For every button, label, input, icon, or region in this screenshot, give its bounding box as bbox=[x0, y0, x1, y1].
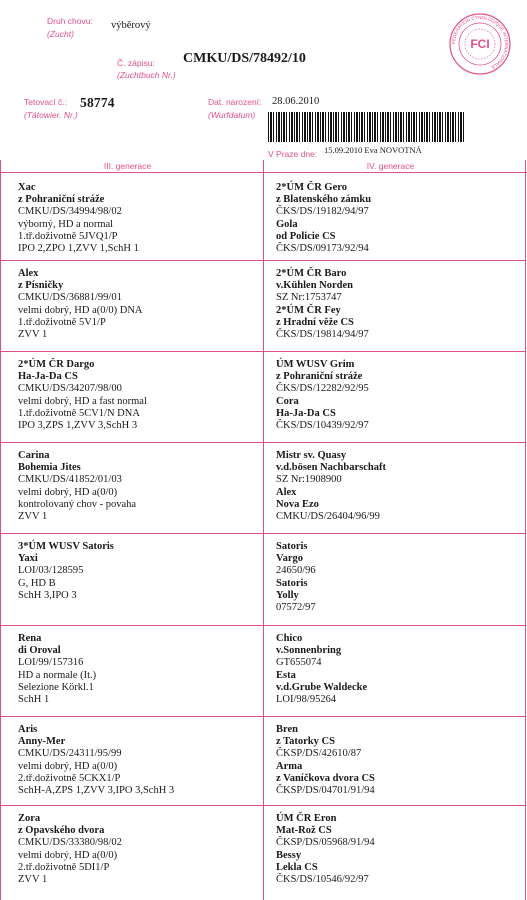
dog-detail: velmi dobrý, HD a(0/0) bbox=[18, 760, 118, 772]
row-divider bbox=[0, 716, 526, 717]
dog-name: 2*ÚM ČR Dargo bbox=[18, 359, 95, 370]
pedigree-cell-left bbox=[18, 541, 114, 602]
dog-detail: v.Sonnenbring bbox=[276, 645, 342, 657]
dog-detail: Esta bbox=[276, 669, 296, 681]
dog-detail: velmi dobrý, HD a fast normal bbox=[18, 395, 147, 407]
pedigree-cell-right bbox=[276, 450, 386, 523]
dog-name: Mistr sv. Quasy bbox=[276, 450, 347, 461]
svg-text:FEDERATION CYNOLOGIQUE INTERNA: FEDERATION CYNOLOGIQUE INTERNATIONALE bbox=[450, 14, 510, 71]
dog-detail: G, HD B bbox=[18, 577, 56, 589]
dog-detail: z Hradní věže CS bbox=[276, 316, 354, 328]
pedigree-cell-right bbox=[276, 541, 316, 614]
dog-detail: z Tatorky CS bbox=[276, 736, 335, 748]
registry-number-label: Č. zápisu: bbox=[117, 58, 155, 68]
dog-detail: Gola bbox=[276, 218, 298, 230]
dog-detail: 24650/96 bbox=[276, 565, 316, 577]
dog-detail: z Pohraniční stráže bbox=[276, 371, 363, 383]
dog-detail: SZ Nr:1753747 bbox=[276, 292, 342, 304]
dog-detail: CMKU/DS/34207/98/00 bbox=[18, 383, 122, 395]
dog-name: Bren bbox=[276, 724, 298, 735]
dog-detail: z Blatenského zámku bbox=[276, 194, 372, 206]
dog-detail: 2*ÚM ČR Fey bbox=[276, 304, 341, 316]
dog-detail: Lekla CS bbox=[276, 861, 318, 873]
dog-detail: Ha-Ja-Da CS bbox=[276, 407, 336, 419]
dog-detail: Anny-Mer bbox=[18, 736, 66, 748]
dog-detail: Yolly bbox=[276, 589, 299, 601]
dog-detail: SchH 1 bbox=[18, 694, 50, 706]
dog-detail: CMKU/DS/24311/95/99 bbox=[18, 748, 122, 760]
dog-detail: Bohemia Jites bbox=[18, 462, 81, 474]
tattoo-number-value: 58774 bbox=[80, 95, 115, 110]
dog-detail: v.d.bösen Nachbarschaft bbox=[276, 462, 386, 474]
row-divider bbox=[0, 533, 526, 534]
dog-name: 3*ÚM WUSV Satoris bbox=[18, 541, 114, 552]
dog-name: Carina bbox=[18, 450, 50, 461]
row-divider bbox=[0, 442, 526, 443]
barcode bbox=[268, 112, 464, 142]
issue-place-label: V Praze dne: bbox=[268, 149, 318, 159]
issue-date-signature: 15.09.2010 Eva NOVOTNÁ bbox=[324, 145, 422, 155]
dog-detail: CMKU/DS/41852/01/03 bbox=[18, 474, 122, 486]
row-divider bbox=[0, 625, 526, 626]
dog-detail: ZVV 1 bbox=[18, 874, 48, 886]
dog-name: Xac bbox=[18, 182, 36, 193]
dog-detail: IPO 3,ZPS 1,ZVV 3,SchH 3 bbox=[18, 420, 138, 432]
tattoo-number-label: Tetovací č.: bbox=[24, 97, 67, 107]
breeding-type-label: Druh chovu: bbox=[47, 16, 93, 26]
dog-name: Satoris bbox=[276, 541, 308, 552]
dog-detail: od Policie CS bbox=[276, 230, 336, 242]
pedigree-cell-right bbox=[276, 813, 375, 886]
row-divider bbox=[0, 260, 526, 261]
dog-detail: CMKU/DS/33380/98/02 bbox=[18, 837, 122, 849]
pedigree-cell-left bbox=[18, 633, 96, 706]
grid-divider-center bbox=[263, 160, 264, 900]
pedigree-cell-left bbox=[18, 182, 139, 255]
dog-detail: ČKS/DS/10439/92/97 bbox=[276, 420, 369, 432]
dog-detail: ZVV 1 bbox=[18, 329, 48, 341]
dog-detail: SchH 3,IPO 3 bbox=[18, 589, 77, 601]
dog-detail: z Vaníčkova dvora CS bbox=[276, 772, 375, 784]
dog-detail: 2.tř.doživotně 5DI1/P bbox=[18, 861, 110, 873]
dog-detail: SchH-A,ZPS 1,ZVV 3,IPO 3,SchH 3 bbox=[18, 785, 175, 797]
pedigree-cell-left bbox=[18, 813, 122, 886]
pedigree-cell-right bbox=[276, 359, 369, 432]
dog-name: Chico bbox=[276, 633, 303, 644]
dog-detail: z Písničky bbox=[18, 280, 64, 292]
birth-date-label-de: (Wurfdatum) bbox=[208, 110, 256, 120]
pedigree-cell-right bbox=[276, 633, 367, 706]
pedigree-cell-left bbox=[18, 359, 147, 432]
pedigree-cell-right bbox=[276, 724, 375, 797]
dog-detail: CMKU/DS/26404/96/99 bbox=[276, 511, 380, 523]
pedigree-cell-left bbox=[18, 450, 136, 523]
breeding-type-value: výběrový bbox=[111, 20, 151, 31]
dog-detail: ČKSP/DS/42610/87 bbox=[276, 748, 362, 760]
dog-name: ÚM ČR Eron bbox=[276, 813, 337, 824]
dog-detail: 1.tř.doživotně 5JVQ1/P bbox=[18, 230, 118, 242]
dog-detail: kontrolovaný chov - povaha bbox=[18, 498, 137, 510]
dog-detail: Mat-Rož CS bbox=[276, 825, 332, 837]
pedigree-cell-left bbox=[18, 268, 143, 341]
dog-detail: SZ Nr:1908900 bbox=[276, 474, 342, 486]
pedigree-cell-right bbox=[276, 268, 369, 341]
dog-detail: ČKS/DS/09173/92/94 bbox=[276, 243, 369, 255]
dog-detail: ČKS/DS/19182/94/97 bbox=[276, 206, 369, 218]
dog-name: Zora bbox=[18, 813, 41, 824]
dog-detail: Cora bbox=[276, 395, 299, 407]
pedigree-cell-left bbox=[18, 724, 174, 797]
grid-border-left bbox=[0, 160, 1, 900]
dog-detail: velmi dobrý, HD a(0/0) bbox=[18, 486, 118, 498]
dog-detail: Alex bbox=[276, 486, 297, 498]
dog-detail: di Oroval bbox=[18, 645, 61, 657]
dog-name: ÚM WUSV Grim bbox=[276, 359, 355, 370]
registry-number-value: CMKU/DS/78492/10 bbox=[183, 51, 306, 66]
dog-name: 2*ÚM ČR Baro bbox=[276, 268, 347, 279]
dog-detail: z Pohraniční stráže bbox=[18, 194, 105, 206]
dog-detail: výborný, HD a normal bbox=[18, 218, 114, 230]
row-divider bbox=[0, 351, 526, 352]
birth-date-value: 28.06.2010 bbox=[272, 96, 320, 107]
dog-detail: Bessy bbox=[276, 849, 302, 861]
dog-detail: Arma bbox=[276, 760, 303, 772]
dog-name: Aris bbox=[18, 724, 38, 735]
registry-number-label-de: (Zuchtbuch Nr.) bbox=[117, 70, 176, 80]
birth-date-label: Dat. narození: bbox=[208, 97, 262, 107]
dog-detail: velmi dobrý, HD a(0/0) bbox=[18, 849, 118, 861]
dog-detail: ZVV 1 bbox=[18, 511, 48, 523]
dog-detail: Nova Ezo bbox=[276, 498, 319, 510]
dog-detail: LOI/98/95264 bbox=[276, 694, 337, 706]
dog-detail: ČKS/DS/12282/92/95 bbox=[276, 383, 369, 395]
dog-detail: LOI/03/128595 bbox=[18, 565, 84, 577]
dog-detail: GT655074 bbox=[276, 657, 322, 669]
dog-detail: ČKS/DS/10546/92/97 bbox=[276, 874, 369, 886]
generation-3-label: III. generace bbox=[103, 161, 152, 171]
svg-text:FCI: FCI bbox=[470, 37, 490, 51]
dog-detail: 1.tř.doživotně 5V1/P bbox=[18, 316, 106, 328]
pedigree-table bbox=[0, 160, 527, 900]
dog-detail: ČKSP/DS/05968/91/94 bbox=[276, 837, 375, 849]
dog-name: 2*ÚM ČR Gero bbox=[276, 182, 347, 193]
pedigree-cell-right bbox=[276, 182, 371, 255]
generation-4-label: IV. generace bbox=[366, 161, 415, 171]
dog-detail: v.Kühlen Norden bbox=[276, 280, 354, 292]
grid-border-right bbox=[525, 160, 526, 900]
dog-detail: 07572/97 bbox=[276, 602, 316, 614]
tattoo-number-label-de: (Tätowier. Nr.) bbox=[24, 110, 78, 120]
dog-detail: v.d.Grube Waldecke bbox=[276, 681, 368, 693]
dog-detail: z Opavského dvora bbox=[18, 825, 105, 837]
dog-detail: Selezione Körkl.1 bbox=[18, 681, 94, 693]
row-divider bbox=[0, 805, 526, 806]
dog-detail: CMKU/DS/36881/99/01 bbox=[18, 292, 122, 304]
dog-detail: ČKS/DS/19814/94/97 bbox=[276, 329, 369, 341]
dog-detail: Satoris bbox=[276, 577, 308, 589]
fci-logo bbox=[448, 12, 512, 76]
dog-detail: HD a normale (It.) bbox=[18, 669, 97, 681]
dog-detail: 2.tř.doživotně 5CKX1/P bbox=[18, 772, 121, 784]
dog-detail: CMKU/DS/34994/98/02 bbox=[18, 206, 122, 218]
dog-detail: ČKSP/DS/04701/91/94 bbox=[276, 785, 375, 797]
dog-detail: IPO 2,ZPO 1,ZVV 1,SchH 1 bbox=[18, 243, 139, 255]
dog-detail: Ha-Ja-Da CS bbox=[18, 371, 78, 383]
dog-detail: Yaxi bbox=[18, 553, 38, 565]
dog-name: Alex bbox=[18, 268, 39, 279]
dog-detail: 1.tř.doživotně 5CV1/N DNA bbox=[18, 407, 140, 419]
dog-detail: velmi dobrý, HD a(0/0) DNA bbox=[18, 304, 143, 316]
dog-detail: LOI/99/157316 bbox=[18, 657, 84, 669]
breeding-type-label-de: (Zucht) bbox=[47, 29, 74, 39]
dog-detail: Vargo bbox=[276, 553, 304, 565]
dog-name: Rena bbox=[18, 633, 42, 644]
